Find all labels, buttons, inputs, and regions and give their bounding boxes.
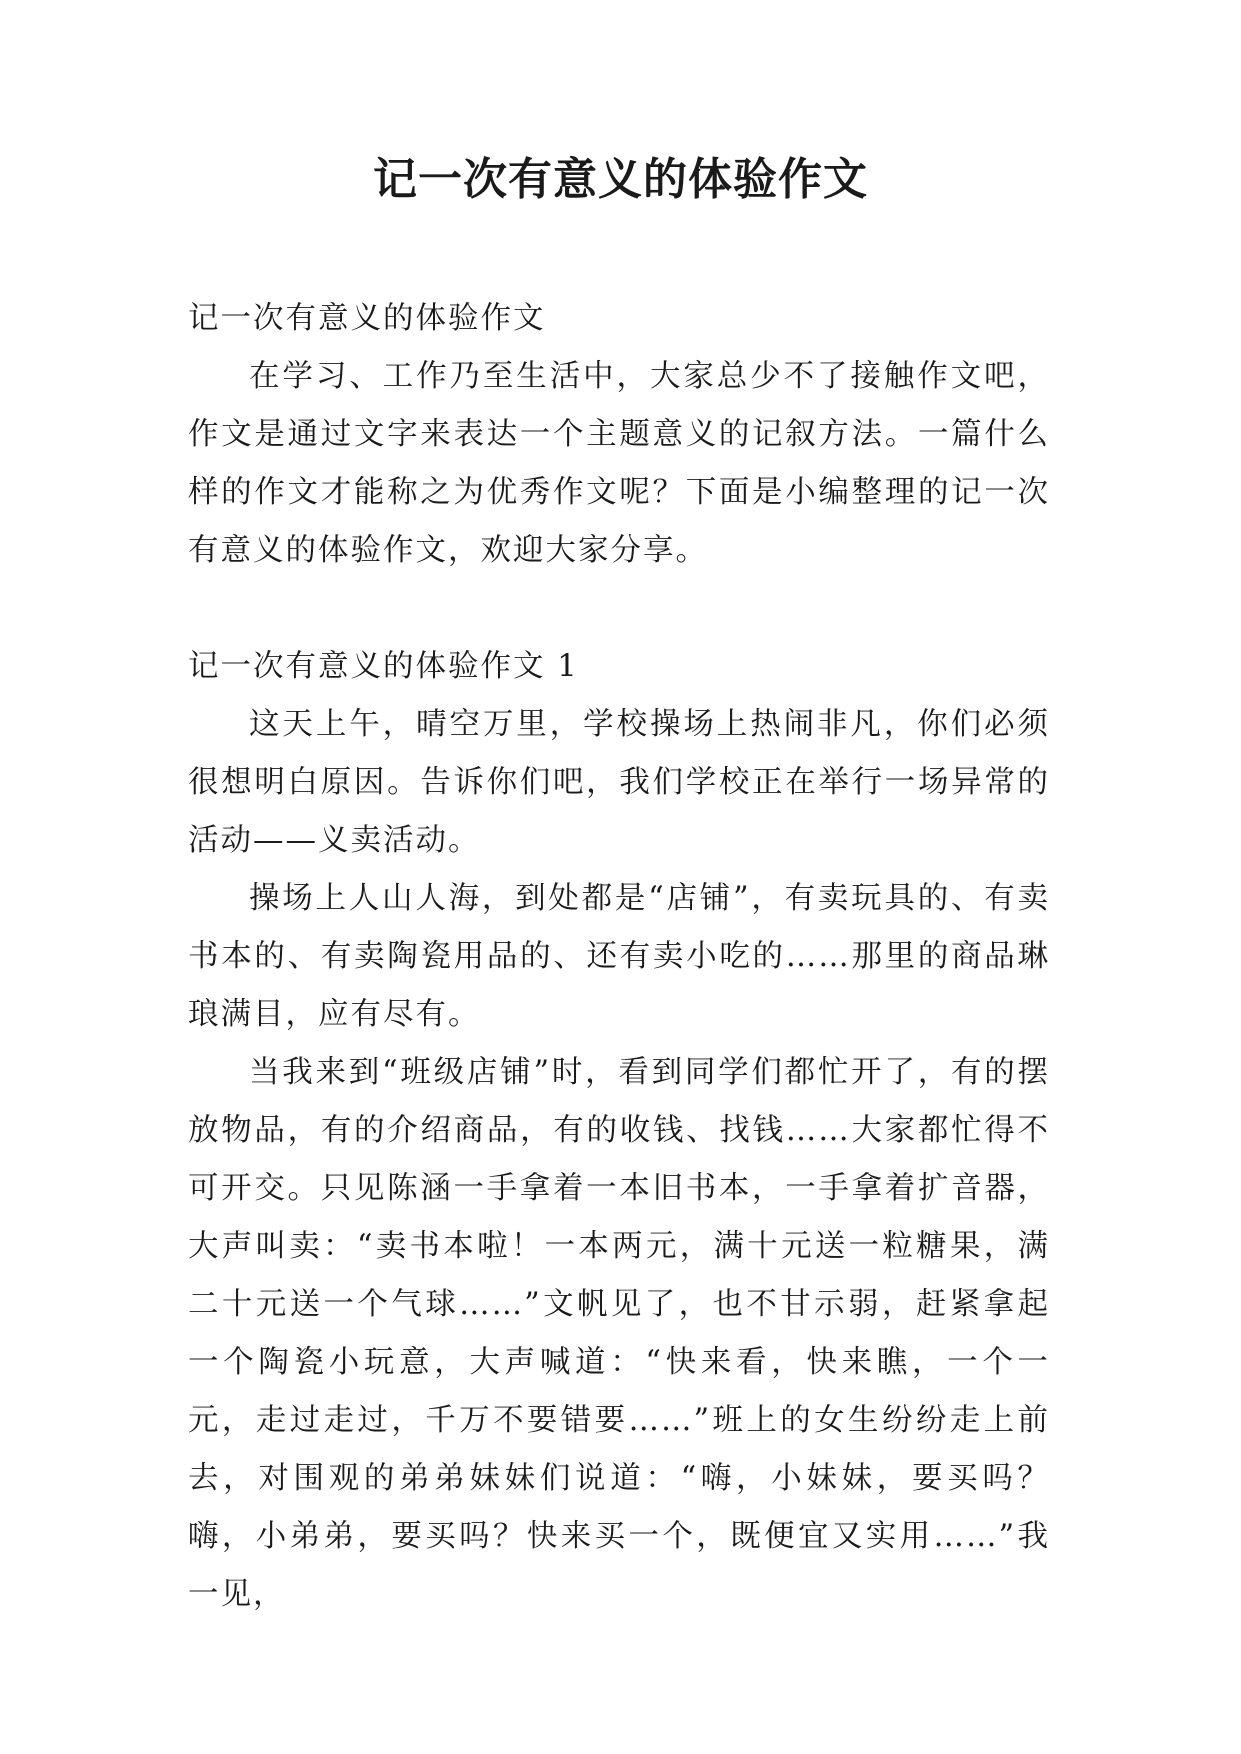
document-body xyxy=(188,290,1050,1624)
intro-heading: 记一次有意义的体验作文 xyxy=(188,301,546,336)
section1-paragraph-1: 这天上午，晴空万里，学校操场上热闹非凡，你们必须很想明白原因。告诉你们吧，我们学校正在举行一场异常的活动——义卖活动。 xyxy=(188,707,1050,858)
section1-heading: 记一次有意义的体验作文 1 xyxy=(188,649,579,684)
intro-paragraph: 在学习、工作乃至生活中，大家总少不了接触作文吧，作文是通过文字来表达一个主题意义的记叙方法。一篇什么样的作文才能称之为优秀作文呢？下面是小编整理的记一次有意义的体验作文，欢迎大家分享。 xyxy=(188,359,1050,568)
section-spacer xyxy=(188,580,1050,638)
document-title: 记一次有意义的体验作文 xyxy=(373,154,868,205)
section1-paragraph-3: 当我来到“班级店铺”时，看到同学们都忙开了，有的摆放物品，有的介绍商品，有的收钱、找钱……大家都忙得不可开交。只见陈涵一手拿着一本旧书本，一手拿着扩音器，大声叫卖：“卖书本啦！一本两元，满十元送一粒糖果，满二十元送一个气球……”文帆见了，也不甘示弱，赶紧拿起一个陶瓷小玩意，大声喊道：“快来看，快来瞧，一个一元，走过走过，千万不要错要……”班上的女生纷纷走上前去，对围观的弟弟妹妹们说道：“嗨，小妹妹，要买吗？嗨，小弟弟，要买吗？快来买一个，既便宜又实用……”我一见， xyxy=(188,1055,1050,1612)
section1-paragraph-2: 操场上人山人海，到处都是“店铺”，有卖玩具的、有卖书本的、有卖陶瓷用品的、还有卖小吃的……那里的商品琳琅满目，应有尽有。 xyxy=(188,881,1050,1032)
